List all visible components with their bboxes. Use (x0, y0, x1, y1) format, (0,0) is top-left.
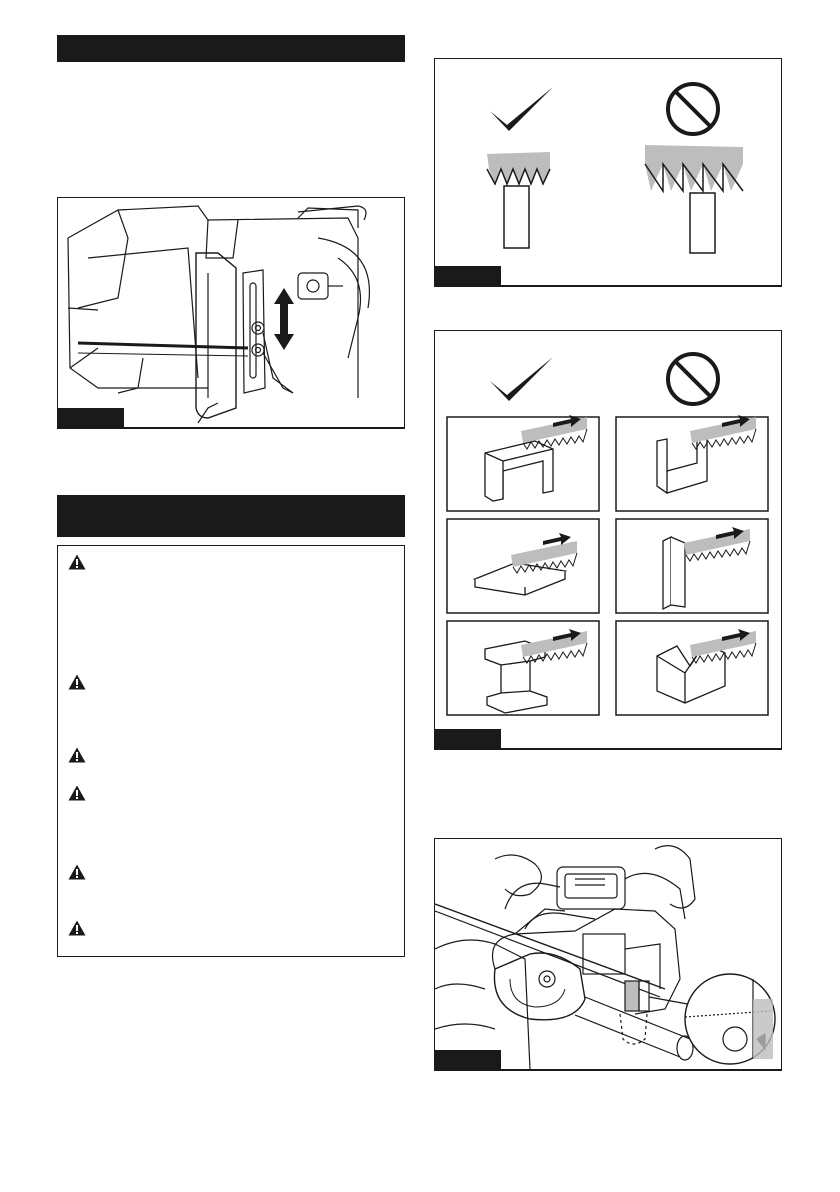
warning-triangle-icon (68, 674, 86, 690)
figure-pipe-cutting (434, 838, 782, 1071)
figure-tab (435, 266, 501, 286)
section-heading-bar-2 (57, 495, 405, 537)
warning-triangle-icon (68, 747, 86, 763)
blade-teeth-illustration (435, 59, 780, 285)
figure-tab (435, 729, 501, 749)
warning-box (57, 545, 405, 957)
warning-triangle-icon (68, 920, 86, 936)
warning-triangle-icon (68, 864, 86, 880)
figure-tab (58, 408, 124, 428)
figure-tab-line (124, 427, 404, 429)
blade-guide-illustration (58, 198, 403, 427)
figure-blade-teeth (434, 58, 782, 287)
warning-triangle-icon (68, 785, 86, 801)
figure-tab-line (501, 748, 781, 750)
figure-tab-line (501, 285, 781, 287)
warning-triangle-icon (68, 554, 86, 570)
figure-tab-line (501, 1069, 781, 1071)
figure-blade-guide (57, 197, 405, 429)
figure-tab (435, 1050, 501, 1070)
prohibited-icon (668, 84, 718, 134)
check-mark-icon (490, 87, 553, 131)
workpiece-shapes-illustration (435, 331, 780, 748)
section-heading-bar-1 (57, 35, 405, 62)
pipe-cutting-illustration (435, 839, 780, 1069)
check-mark-icon (490, 357, 553, 401)
prohibited-icon (668, 354, 718, 404)
figure-workpiece-shapes (434, 330, 782, 750)
